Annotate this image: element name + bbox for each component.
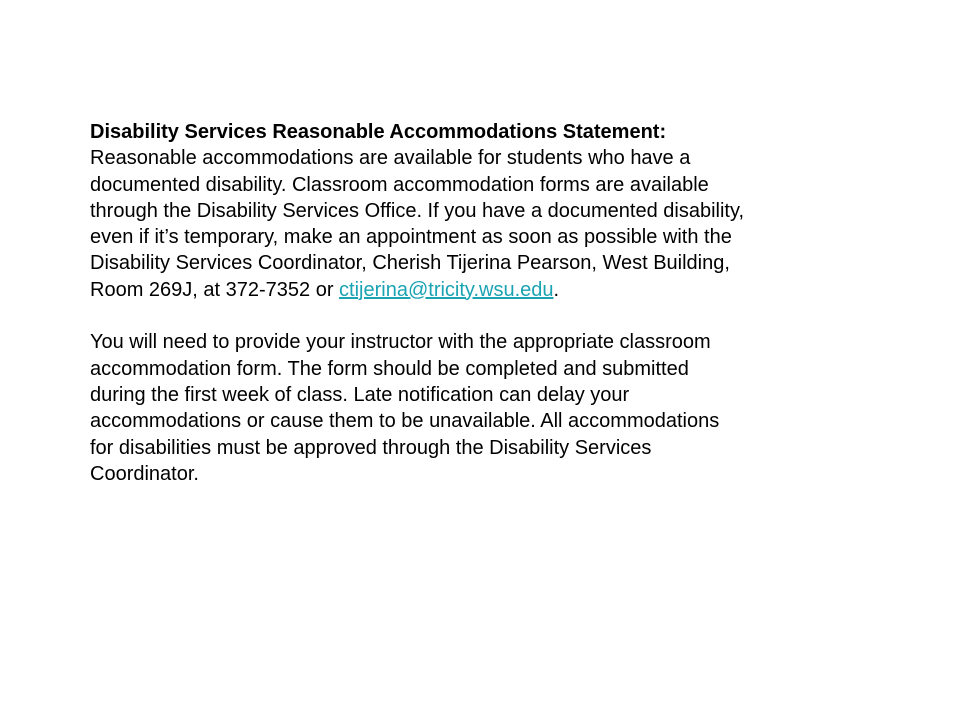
- contact-prefix: Room 269J, at 372-7352 or: [90, 278, 340, 301]
- text-line: accommodations or cause them to be unavailable. All accommodations: [90, 410, 720, 433]
- text-line-contact: [90, 277, 890, 303]
- text-line: for disabilities must be approved through the Disability Services: [90, 436, 652, 459]
- text-line: Reasonable accommodations are available for students who have a: [90, 147, 691, 170]
- text-line: Coordinator.: [90, 462, 199, 485]
- text-line: during the first week of class. Late notification can delay your: [90, 383, 630, 406]
- text-line: through the Disability Services Office. If you have a documented disability,: [90, 199, 745, 222]
- statement-heading: Disability Services Reasonable Accommodations Statement:: [90, 121, 667, 143]
- text-line: accommodation form. The form should be completed and submitted: [90, 357, 689, 380]
- text-line: even if it’s temporary, make an appointment as soon as possible with the: [90, 226, 732, 249]
- text-line: documented disability. Classroom accommodation forms are available: [90, 173, 709, 196]
- text-line: Disability Services Coordinator, Cherish Tijerina Pearson, West Building,: [90, 252, 730, 275]
- text-line: You will need to provide your instructor with the appropriate classroom: [90, 331, 711, 354]
- paragraph-instructor-form: [90, 329, 890, 487]
- paragraph-spacer: [90, 303, 890, 329]
- email-link[interactable]: ctijerina@tricity.wsu.edu: [339, 278, 554, 301]
- statement-text-block: [90, 119, 890, 487]
- contact-suffix: .: [553, 278, 560, 301]
- paragraph-accommodations: [90, 119, 890, 303]
